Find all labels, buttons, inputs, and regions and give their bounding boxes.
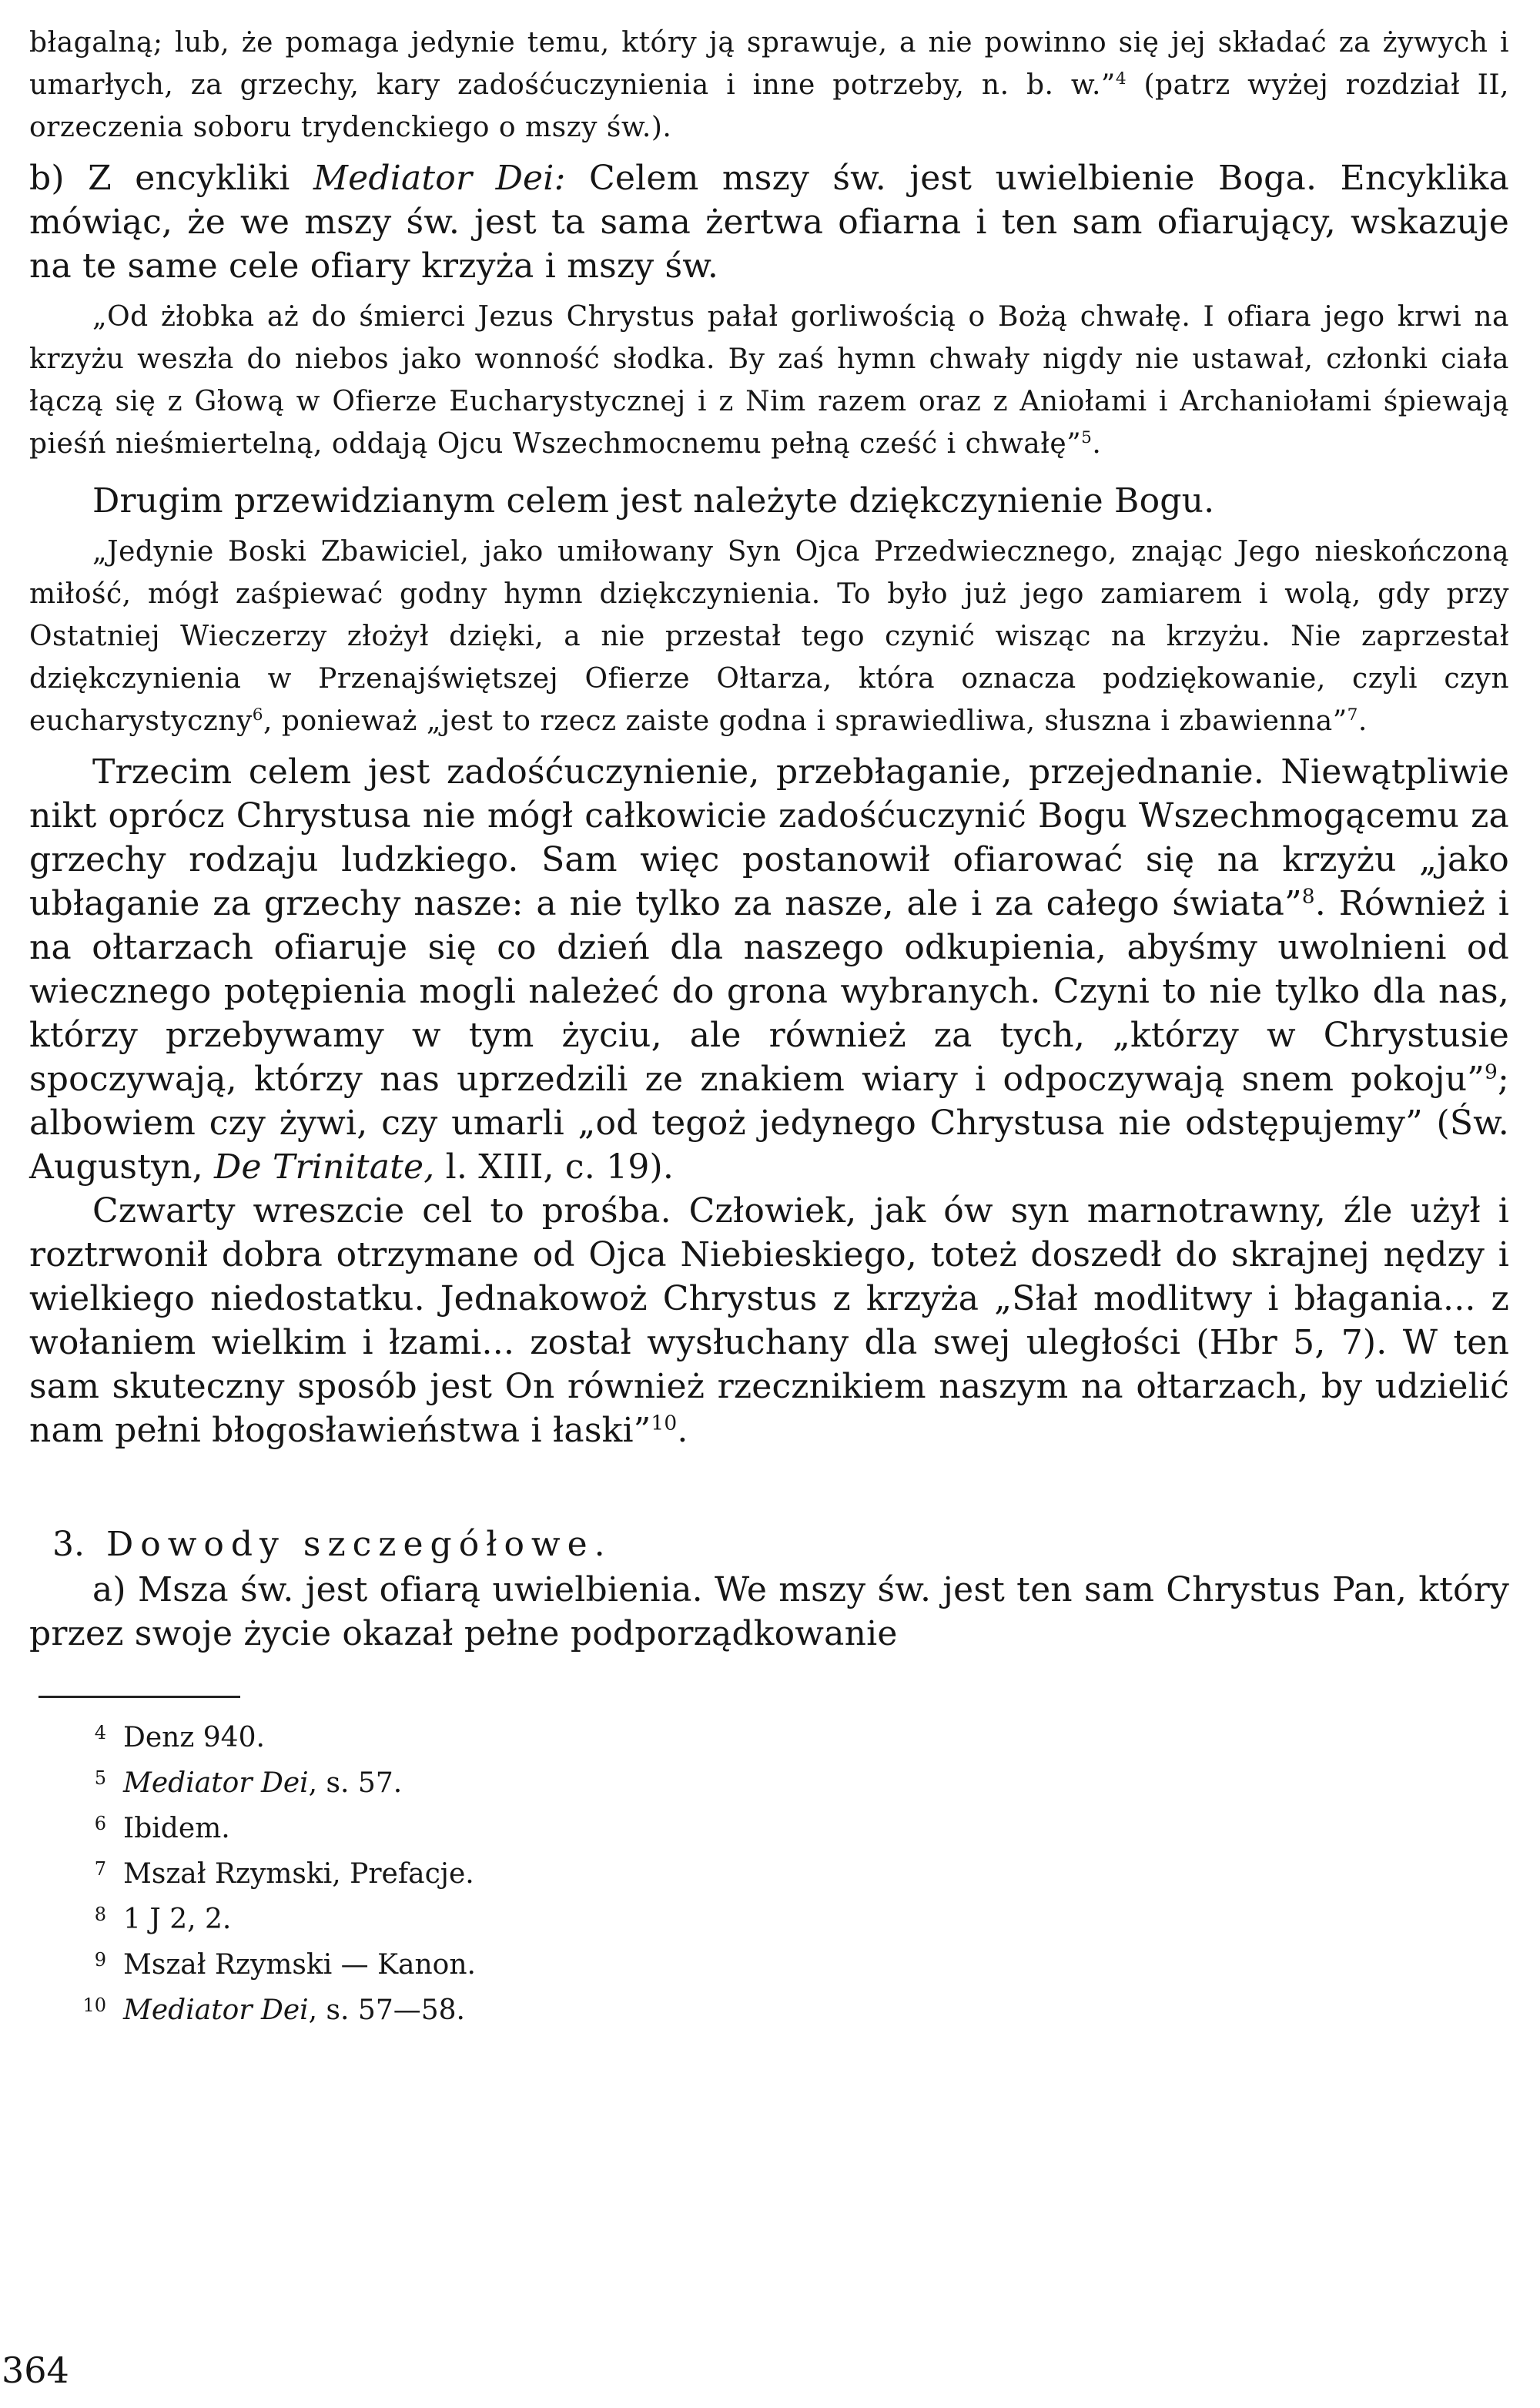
paragraph-a: a) Msza św. jest ofiarą uwielbienia. We mszy św. jest ten sam Chrystus Pan, który przez swoje życie okazał pełne podporządkowanie xyxy=(29,1570,1509,1653)
quote-first-goal-text: „Od żłobka aż do śmierci Jezus Chrystus pałał gorliwością o Bożą chwałę. I ofiara jego krwi na krzyżu weszła do niebos jako wonność słodka. By zaś hymn chwały nigdy nie ustawał, członki ciała łączą się z Głową w Ofierze Eucharystycznej i z Nim razem oraz z Aniołami i Archaniołami śpiewają pieśń nieśmiertelną, oddają Ojcu Wszechmocnemu pełną cześć i chwałę” xyxy=(29,301,1509,460)
paragraph-intro xyxy=(29,22,1509,149)
footnote-text xyxy=(123,1898,231,1941)
footnote-ref-4[interactable]: 4 xyxy=(1115,69,1127,89)
footnote-item xyxy=(29,1807,1509,1853)
footnote-item xyxy=(29,1853,1509,1898)
footnote-item xyxy=(29,1944,1509,1989)
paragraph-intro-text: błagalną; lub, że pomaga jedynie temu, który ją sprawuje, a nie powinno się jej składać za żywych i umarłych, za grzechy, kary zadośćuczynienia i inne potrzeby, n. b. w.” xyxy=(29,27,1509,101)
footnote-item xyxy=(29,1989,1509,2035)
footnote-item xyxy=(29,1762,1509,1807)
paragraph-third-goal xyxy=(29,750,1509,1189)
footnote-number: 9 xyxy=(94,1949,106,1971)
footnote-item xyxy=(29,1716,1509,1762)
quote-first-goal xyxy=(29,296,1509,465)
footnote-text xyxy=(123,1853,474,1896)
footnote-number: 6 xyxy=(94,1813,106,1834)
footnote-ref-9[interactable]: 9 xyxy=(1484,1060,1498,1084)
footnote-ref-7[interactable]: 7 xyxy=(1347,705,1358,725)
paragraph-b-text: Celem mszy św. jest uwielbienie Boga. Encyklika mówiąc, że we mszy św. jest ta sama żertwa ofiarna i ten sam ofiarujący, wskazuje na te same cele ofiary krzyża i mszy św. xyxy=(29,159,1509,286)
footnote-ref-6[interactable]: 6 xyxy=(252,705,264,725)
footnote-item xyxy=(29,1898,1509,1944)
footnote-number: 5 xyxy=(94,1767,106,1789)
quote-first-goal-end: . xyxy=(1092,428,1102,460)
footnote-body: , s. 57. xyxy=(308,1767,403,1799)
footnote-text xyxy=(123,1716,265,1760)
paragraph-fourth-goal xyxy=(29,1189,1509,1452)
footnote-number: 10 xyxy=(82,1994,106,2016)
paragraph-second-goal: Drugim przewidzianym celem jest należyte dziękczynienie Bogu. xyxy=(92,481,1215,521)
section-title: Dowody szczegółowe. xyxy=(105,1525,612,1564)
footnote-body: 1 J 2, 2. xyxy=(123,1904,232,1935)
augustine-work-title: De Trinitate, xyxy=(214,1147,435,1187)
footnote-body: Mszał Rzymski — Kanon. xyxy=(123,1949,476,1981)
section-number: 3. xyxy=(52,1525,85,1564)
paragraph-third-goal-text-a: Trzecim celem jest zadośćuczynienie, przebłaganie, przejednanie. Niewątpliwie nikt oprócz Chrystusa nie mógł całkowicie zadośćuczynić Bogu Wszechmogącemu za grzechy rodzaju ludzkiego. Sam więc postanowił ofiarować się na krzyżu „jako ubłaganie za grzechy nasze: a nie tylko za nasze, ale i za całego świata” xyxy=(29,752,1509,923)
paragraph-b xyxy=(29,156,1509,288)
footnote-italic: Mediator Dei xyxy=(123,1767,309,1799)
footnote-body: , s. 57—58. xyxy=(308,1994,465,2026)
footnote-body: Mszał Rzymski, Prefacje. xyxy=(123,1858,474,1890)
paragraph-intro-tail: (patrz wyżej rozdział II, orzeczenia soboru trydenckiego o mszy św.). xyxy=(29,69,1510,143)
quote-second-goal-end: . xyxy=(1358,705,1368,737)
paragraph-third-goal-text-d: l. XIII, c. 19). xyxy=(434,1147,675,1187)
footnote-number: 4 xyxy=(94,1722,106,1743)
footnote-ref-5[interactable]: 5 xyxy=(1081,428,1093,447)
quote-second-goal-text: „Jedynie Boski Zbawiciel, jako umiłowany Syn Ojca Przedwiecznego, znając Jego nieskończoną miłość, mógł zaśpiewać godny hymn dziękczynienia. To było już jego zamiarem i wolą, gdy przy Ostatniej Wieczerzy złożył dzięki, a nie przestał tego czynić wisząc na krzyżu. Nie zaprzestał dziękczynienia w Przenajświętszej Ofierze Ołtarza, która oznacza podziękowanie, czyli czyn eucharystyczny xyxy=(29,536,1509,737)
footnotes xyxy=(29,1716,1509,2035)
footnote-text xyxy=(123,1807,230,1850)
encyclical-title: Mediator Dei: xyxy=(313,159,566,198)
quote-second-goal xyxy=(29,531,1509,742)
footnote-italic: Mediator Dei xyxy=(123,1994,309,2026)
page-number: 364 xyxy=(2,2349,69,2391)
page-body xyxy=(29,22,1509,2035)
footnote-text xyxy=(123,1944,476,1987)
footnote-body: Ibidem. xyxy=(123,1813,230,1844)
paragraph-b-lead: b) Z encykliki xyxy=(29,159,313,198)
section-heading xyxy=(52,1522,1509,1568)
footnote-text xyxy=(123,1989,465,2032)
footnote-ref-8[interactable]: 8 xyxy=(1301,884,1315,909)
footnote-number: 7 xyxy=(94,1858,106,1880)
paragraph-third-goal-text-b: . Również i na ołtarzach ofiaruje się co dzień dla naszego odkupienia, abyśmy uwolnieni od wiecznego potępienia mogli należeć do grona wybranych. Czyni to nie tylko dla nas, którzy przebywamy w tym życiu, ale również za tych, „którzy w Chrystusie spoczywają, którzy nas uprzedzili ze znakiem wiary i odpoczywają snem pokoju” xyxy=(29,884,1509,1099)
footnote-body: Denz 940. xyxy=(123,1722,265,1753)
quote-second-goal-mid: , ponieważ „jest to rzecz zaiste godna i sprawiedliwa, słuszna i zbawienna” xyxy=(263,705,1348,737)
footnote-divider xyxy=(38,1696,240,1698)
footnote-text xyxy=(123,1762,402,1805)
paragraph-fourth-goal-text: Czwarty wreszcie cel to prośba. Człowiek, jak ów syn marnotrawny, źle użył i roztrwonił dobra otrzymane od Ojca Niebieskiego, toteż doszedł do skrajnej nędzy i wielkiego niedostatku. Jednakowoż Chrystus z krzyża „Słał modlitwy i błagania... z wołaniem wielkim i łzami... został wysłuchany dla swej uległości (Hbr 5, 7). W ten sam skuteczny sposób jest On również rzecznikiem naszym na ołtarzach, by udzielić nam pełni błogosławieństwa i łaski” xyxy=(29,1191,1509,1450)
footnote-number: 8 xyxy=(94,1904,106,1925)
footnote-ref-10[interactable]: 10 xyxy=(651,1411,678,1435)
paragraph-fourth-goal-end: . xyxy=(677,1411,688,1450)
paragraph-third-goal-text-c: ; albowiem czy żywi, czy umarli „od tegoż jedynego Chrystusa nie odstępujemy” (Św. Augustyn, xyxy=(29,1060,1509,1187)
